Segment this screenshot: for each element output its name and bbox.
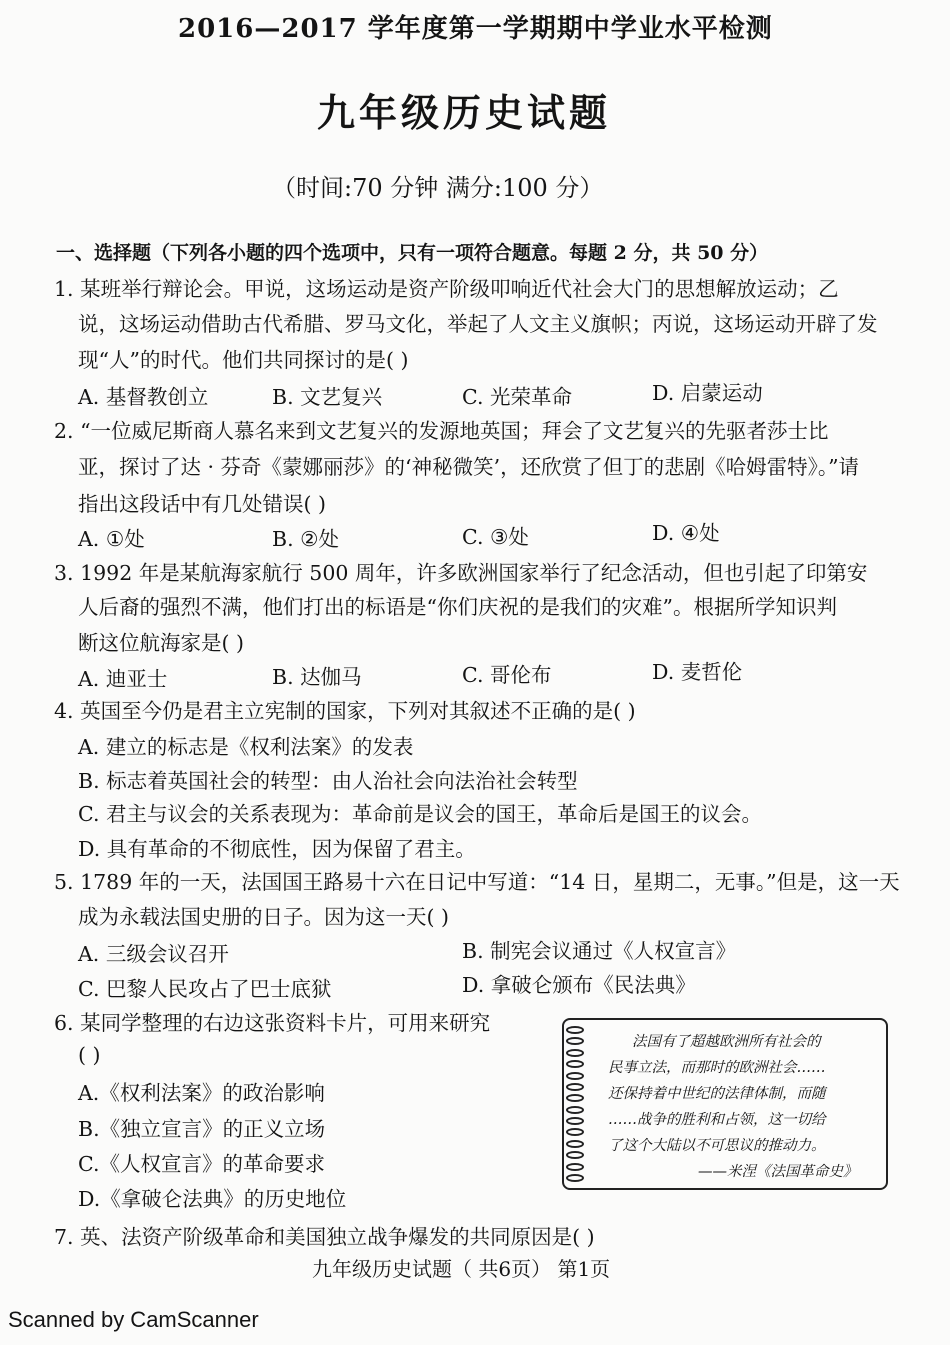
question-line: 指出这段话中有几处错误( ) [78, 492, 327, 516]
exam-title: 2016—2017 学年度第一学期期中学业水平检测 [178, 14, 773, 44]
exam-meta: （时间:70 分钟 满分:100 分） [272, 174, 604, 202]
option-d: D. 具有革命的不彻底性，因为保留了君主。 [78, 837, 476, 861]
option-c: C. 光荣革命 [462, 385, 572, 409]
question-line: 说，这场运动借助古代希腊、罗马文化，举起了人文主义旗帜；丙说，这场运动开辟了发 [78, 312, 878, 336]
question-line: 6. 某同学整理的右边这张资料卡片，可用来研究 [54, 1011, 491, 1035]
option-b: B. 制宪会议通过《人权宣言》 [462, 939, 737, 963]
section-heading: 一、选择题（下列各小题的四个选项中，只有一项符合题意。每题 2 分，共 50 分） [56, 242, 769, 264]
option-c: C. 君主与议会的关系表现为：革命前是议会的国王，革命后是国王的议会。 [78, 802, 762, 826]
question-line: 断这位航海家是( ) [78, 631, 245, 655]
question-line: 3. 1992 年是某航海家航行 500 周年，许多欧洲国家举行了纪念活动，但也引起了印第安 [54, 561, 868, 585]
option-b: B. 标志着英国社会的转型：由人治社会向法治社会转型 [78, 769, 578, 793]
card-line: ……战争的胜利和占领，这一切给 [608, 1112, 826, 1128]
question-line: 人后裔的强烈不满，他们打出的标语是“你们庆祝的是我们的灾难”。根据所学知识判 [78, 595, 837, 619]
option-d: D. 拿破仑颁布《民法典》 [462, 973, 696, 997]
card-line: 法国有了超越欧洲所有社会的 [632, 1034, 821, 1050]
card-line: 还保持着中世纪的法律体制，而随 [608, 1086, 826, 1102]
option-d: D. 麦哲伦 [652, 660, 743, 684]
scanner-watermark: Scanned by CamScanner [8, 1307, 259, 1332]
option-b: B. 达伽马 [272, 665, 362, 689]
card-citation: ——米涅《法国革命史》 [698, 1164, 858, 1180]
question-line: 2. “一位威尼斯商人慕名来到文艺复兴的发源地英国；拜会了文艺复兴的先驱者莎士比 [54, 419, 829, 443]
option-d: D. ④处 [652, 521, 720, 545]
question-line: 现“人”的时代。他们共同探讨的是( ) [78, 348, 409, 372]
option-a: A. 三级会议召开 [78, 942, 229, 966]
option-b: B.《独立宣言》的正义立场 [78, 1117, 326, 1141]
question-line: 5. 1789 年的一天，法国国王路易十六在日记中写道：“14 日，星期二，无事。”但是，这一天 [54, 870, 900, 894]
question-line: 7. 英、法资产阶级革命和美国独立战争爆发的共同原因是( ) [54, 1225, 595, 1249]
option-a: A. ①处 [78, 527, 145, 551]
option-b: B. ②处 [272, 527, 339, 551]
resource-card [562, 1018, 888, 1190]
option-c: C.《人权宣言》的革命要求 [78, 1152, 325, 1176]
option-d: D.《拿破仑法典》的历史地位 [78, 1187, 347, 1211]
option-a: A. 基督教创立 [78, 385, 209, 409]
option-c: C. 哥伦布 [462, 663, 552, 687]
option-b: B. 文艺复兴 [272, 385, 383, 409]
option-d: D. 启蒙运动 [652, 381, 763, 405]
question-line: 亚，探讨了达 · 芬奇《蒙娜丽莎》的‘神秘微笑’，还欣赏了但丁的悲剧《哈姆雷特》。”请 [78, 455, 860, 479]
subject-title: 九年级历史试题 [317, 90, 612, 135]
card-line: 了这个大陆以不可思议的推动力。 [608, 1138, 826, 1154]
question-line: 4. 英国至今仍是君主立宪制的国家，下列对其叙述不正确的是( ) [54, 699, 636, 723]
option-a: A. 迪亚士 [78, 667, 168, 691]
question-line: ( ) [78, 1043, 101, 1067]
question-line: 成为永载法国史册的日子。因为这一天( ) [78, 905, 450, 929]
option-c: C. ③处 [462, 525, 529, 549]
option-c: C. 巴黎人民攻占了巴士底狱 [78, 977, 332, 1001]
question-line: 1. 某班举行辩论会。甲说，这场运动是资产阶级叩响近代社会大门的思想解放运动；乙 [54, 277, 839, 301]
card-line: 民事立法，而那时的欧洲社会…… [608, 1060, 826, 1076]
page-footer: 九年级历史试题（ 共6页） 第1页 [312, 1257, 611, 1281]
option-a: A.《权利法案》的政治影响 [78, 1081, 325, 1105]
spiral-binding-icon [566, 1026, 590, 1182]
option-a: A. 建立的标志是《权利法案》的发表 [78, 735, 414, 759]
